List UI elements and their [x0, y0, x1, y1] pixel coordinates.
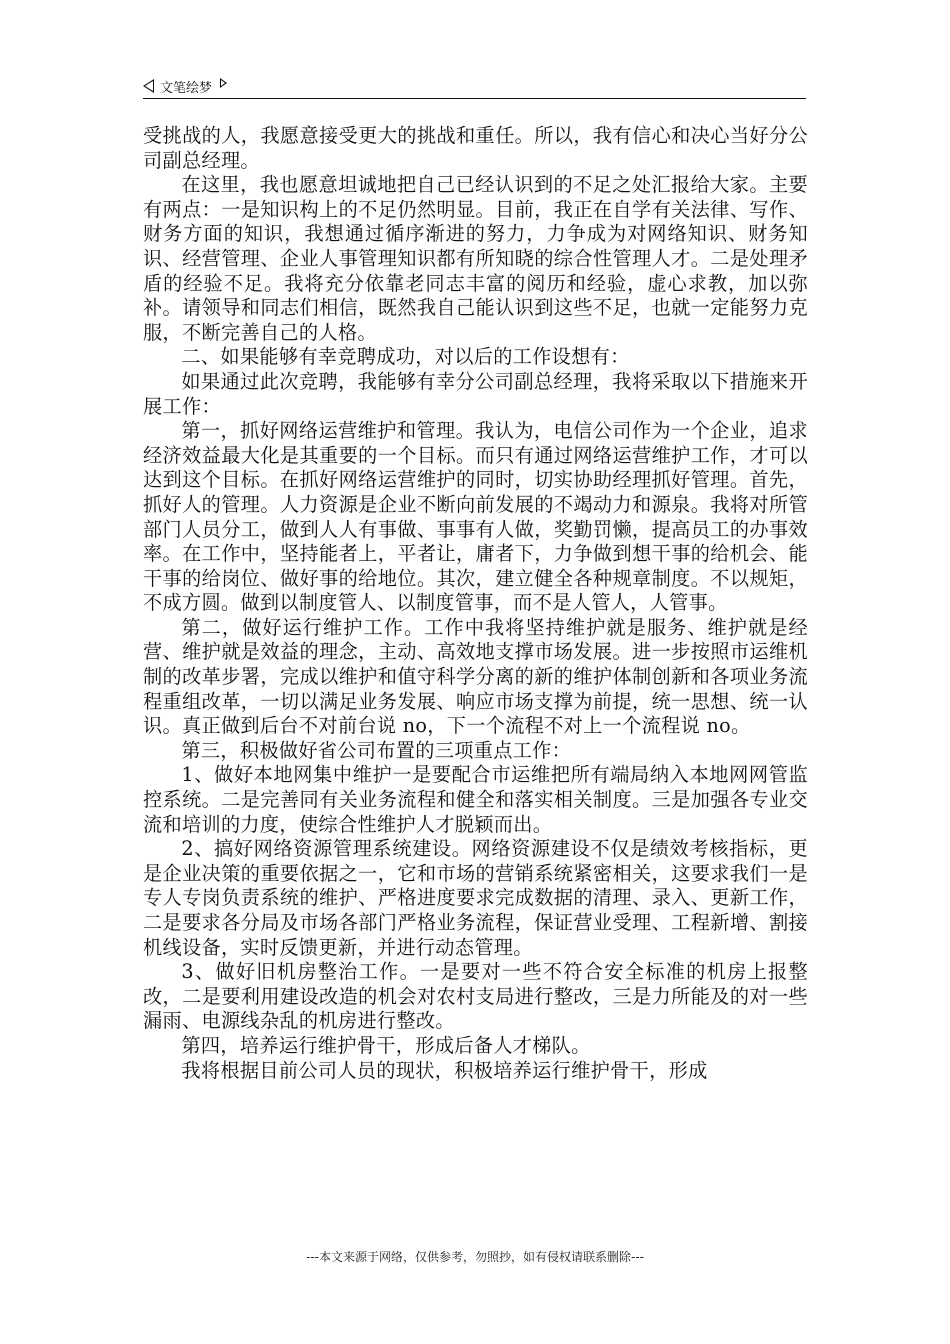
paragraph: 在这里，我也愿意坦诚地把自己已经认识到的不足之处汇报给大家。主要有两点：一是知识构上的不足仍然明显。目前，我正在自学有关法律、写作、财务方面的知识，我想通过循序渐进的努力，力争成为对网络知识、财务知识、经营管理、企业人事管理知识都有所知晓的综合性管理人才。二是处理矛盾的经验不足。我将充分依靠老同志丰富的阅历和经验，虚心求教，加以弥补。请领导和同志们相信，既然我自己能认识到这些不足，也就一定能努力克服，不断完善自己的人格。 — [143, 173, 808, 344]
header-title: 文笔绘梦 — [160, 80, 213, 96]
header-divider — [143, 98, 806, 99]
paragraph: 我将根据目前公司人员的现状，积极培养运行维护骨干，形成 — [181, 1058, 708, 1082]
triangle-right-icon — [220, 78, 227, 88]
triangle-left-icon — [143, 79, 154, 93]
paragraph: 第一，抓好网络运营维护和管理。我认为，电信公司作为一个企业，追求经济效益最大化是其重要的一个目标。而只有通过网络运营维护工作，才可以达到这个目标。在抓好网络运营维护的同时，切实协助经理抓好管理。首先，抓好人的管理。人力资源是企业不断向前发展的不竭动力和源泉。我将对所管部门人员分工，做到人人有事做、事事有人做，奖勤罚懒，提高员工的办事效率。在工作中，坚持能者上，平者让，庸者下，力争做到想干事的给机会、能干事的给岗位、做好事的给地位。其次，建立健全各种规章制度。不以规矩，不成方圆。做到以制度管人、以制度管事，而不是人管人，人管事。 — [143, 419, 808, 615]
paragraph: 第三，积极做好省公司布置的三项重点工作： — [181, 738, 572, 762]
paragraph: 第二，做好运行维护工作。工作中我将坚持维护就是服务、维护就是经营、维护就是效益的理念，主动、高效地支撑市场发展。进一步按照市运维机制的改革步署，完成以维护和值守科学分离的新的维护体制创新和各项业务流程重组改革，一切以满足业务发展、响应市场支撑为前提，统一思想、统一认识。真正做到后台不对前台说 no，下一个流程不对上一个流程说 no。 — [143, 615, 808, 738]
paragraph: 受挑战的人，我愿意接受更大的挑战和重任。所以，我有信心和决心当好分公司副总经理。 — [143, 124, 808, 172]
paragraph: 2、搞好网络资源管理系统建设。网络资源建设不仅是绩效考核指标，更是企业决策的重要依据之一，它和市场的营销系统紧密相关，这要求我们一是专人专岗负责系统的维护、严格进度要求完成数据的清理、录入、更新工作，二是要求各分局及市场各部门严格业务流程，保证营业受理、工程新增、割接机线设备，实时反馈更新，并进行动态管理。 — [143, 837, 808, 959]
footer-disclaimer: ---本文来源于网络，仅供参考，勿照抄，如有侵权请联系删除--- — [306, 1250, 644, 1264]
paragraph: 第四，培养运行维护骨干，形成后备人才梯队。 — [181, 1033, 591, 1057]
document-header — [143, 73, 806, 99]
document-body — [143, 124, 808, 1083]
paragraph: 1、做好本地网集中维护一是要配合市运维把所有端局纳入本地网网管监控系统。二是完善同有关业务流程和健全和落实相关制度。三是加强各专业交流和培训的力度，使综合性维护人才脱颖而出。 — [143, 763, 808, 836]
paragraph: 二、如果能够有幸竞聘成功，对以后的工作设想有： — [181, 345, 630, 369]
paragraph: 3、做好旧机房整治工作。一是要对一些不符合安全标准的机房上报整改，二是要利用建设改造的机会对农村支局进行整改，三是力所能及的对一些漏雨、电源线杂乱的机房进行整改。 — [143, 960, 808, 1033]
paragraph: 如果通过此次竞聘，我能够有幸分公司副总经理，我将采取以下措施来开展工作： — [143, 369, 808, 418]
